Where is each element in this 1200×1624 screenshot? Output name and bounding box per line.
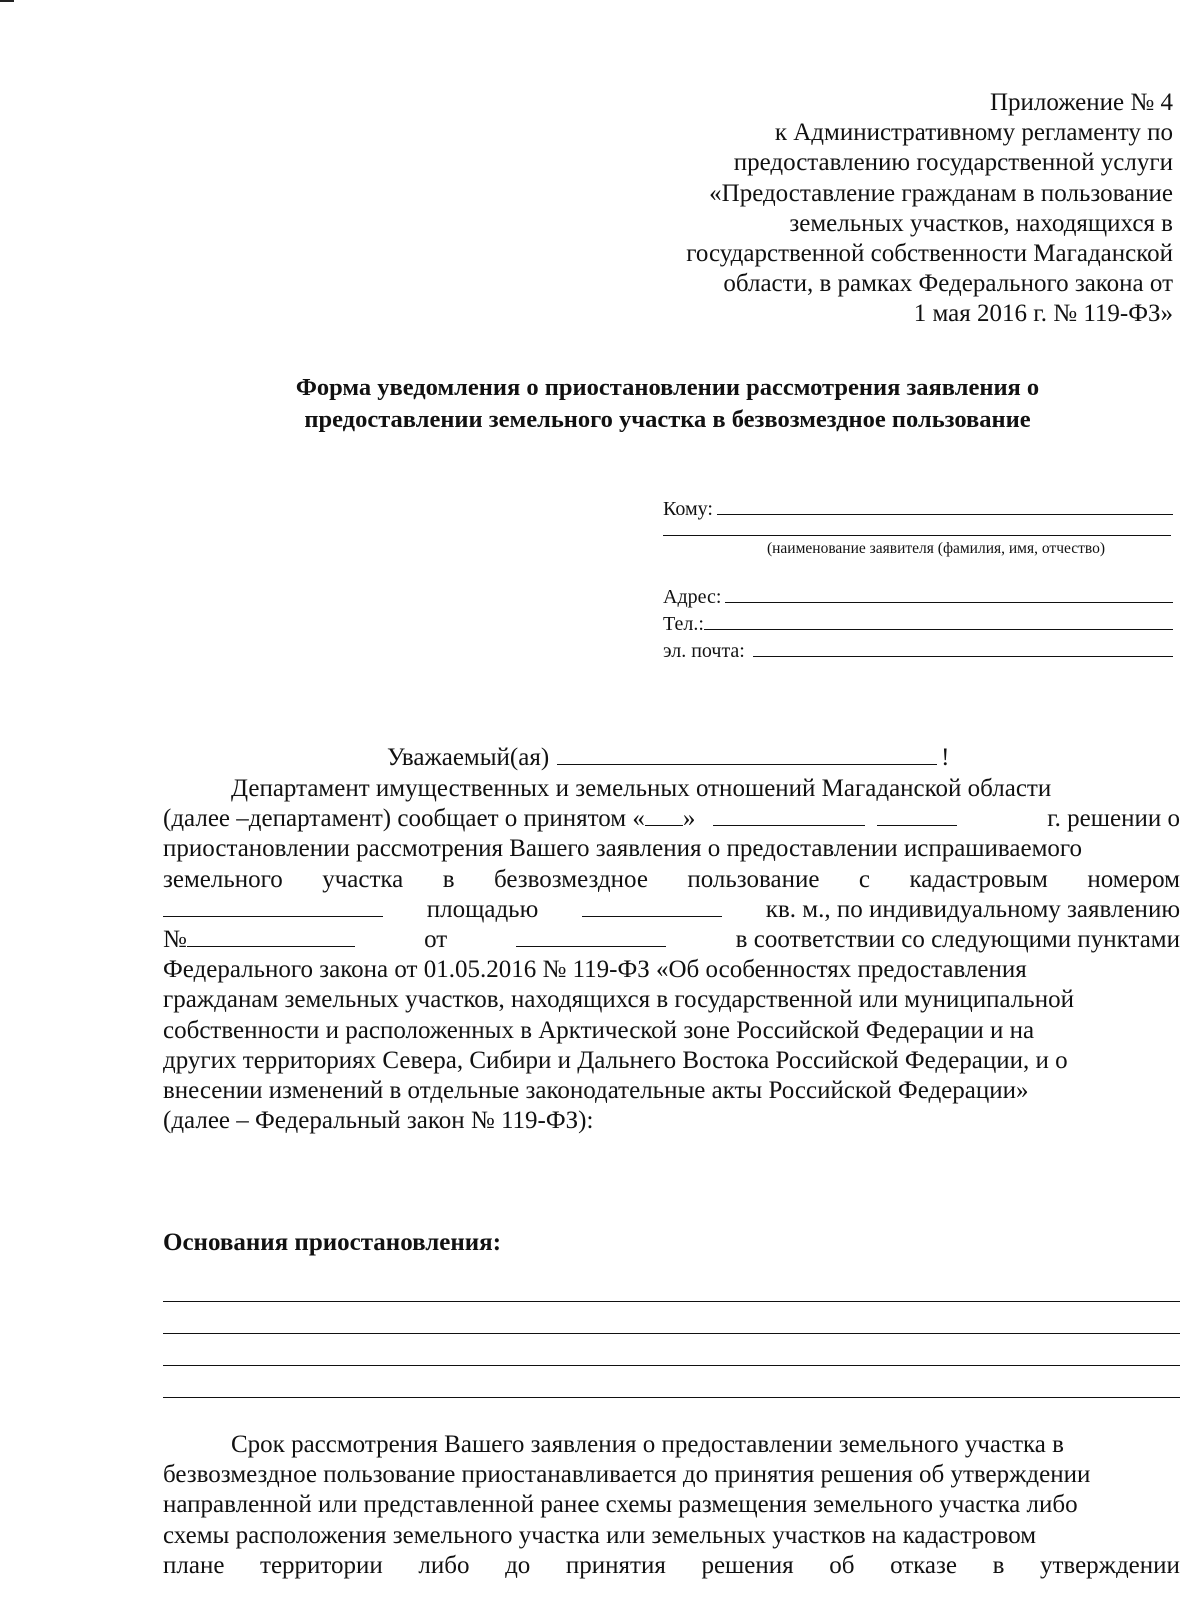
text-fragment: » [682, 805, 696, 833]
text-line-content: безвозмездное пользование приостанавливается до принятия решения об утверждении [163, 1461, 1091, 1489]
grounds-heading: Основания приостановления: [163, 1229, 502, 1256]
text-word: номером [1087, 865, 1180, 893]
text-line [163, 774, 1180, 804]
text-fragment: площадью [426, 895, 539, 923]
to-field-second-line[interactable] [663, 523, 1171, 536]
text-fragment: г. решении о [1047, 805, 1180, 833]
text-line-content: Срок рассмотрения Вашего заявления о предоставлении земельного участка в [231, 1431, 1064, 1458]
application-number-field[interactable] [187, 925, 355, 947]
text-fragment: кв. м., по индивидуальному заявлению [765, 895, 1180, 923]
text-line [163, 1460, 1180, 1490]
text-word: плане [163, 1551, 225, 1579]
to-row [663, 496, 1173, 523]
text-line [163, 925, 1180, 955]
text-fragment: № [163, 925, 187, 953]
text-line [163, 1046, 1180, 1076]
phone-row [663, 611, 1173, 638]
text-word: с [858, 865, 871, 893]
appendix-line: к Административному регламенту по [774, 119, 1173, 147]
text-line-content: внесении изменений в отдельные законодательные акты Российской Федерации» [163, 1076, 1029, 1104]
text-line-content: собственности и расположенных в Арктической зоне Российской Федерации и на [163, 1016, 1035, 1044]
text-line [163, 1551, 1180, 1581]
text-word: до [505, 1551, 531, 1579]
text-line-content: (далее – Федеральный закон № 119-ФЗ): [163, 1107, 594, 1135]
notice-paragraph [163, 774, 1180, 1136]
phone-field[interactable] [704, 612, 1173, 630]
area-field[interactable] [582, 895, 722, 917]
year-field[interactable] [877, 804, 957, 826]
text-line [163, 865, 1180, 895]
text-word: безвозмездное [493, 865, 648, 893]
email-row [663, 638, 1173, 665]
month-field[interactable] [713, 804, 865, 826]
text-word: принятия [565, 1551, 666, 1579]
text-line [163, 1106, 1180, 1136]
text-line [163, 1490, 1180, 1520]
grounds-line[interactable] [163, 1366, 1180, 1398]
title-line-1: Форма уведомления о приостановлении рассмотрения заявления о [295, 374, 1040, 401]
text-line [163, 955, 1180, 985]
greeting-end: ! [941, 744, 950, 771]
text-line-content: схемы расположения земельного участка или земельных участков на кадастровом [163, 1521, 1037, 1549]
grounds-line[interactable] [163, 1334, 1180, 1366]
appendix-line: «Предоставление гражданам в пользование [709, 179, 1173, 207]
text-word: участка [322, 865, 404, 893]
cadastral-number-field[interactable] [163, 895, 383, 917]
day-field[interactable] [645, 804, 683, 826]
to-label: Кому: [663, 498, 713, 520]
to-field[interactable] [717, 497, 1173, 515]
text-fragment: в соответствии со следующими пунктами [735, 925, 1180, 953]
text-word: территории [260, 1551, 383, 1579]
text-word: земельного [163, 865, 283, 893]
text-word: в [442, 865, 455, 893]
text-line [163, 1521, 1180, 1551]
appendix-line: 1 мая 2016 г. № 119-ФЗ» [913, 300, 1173, 328]
text-line [163, 895, 1180, 925]
scan-edge-mark [0, 0, 14, 2]
text-word: утверждении [1040, 1551, 1180, 1579]
text-line-content: Департамент имущественных и земельных отношений Магаданской области [231, 775, 1052, 802]
appendix-line: предоставлению государственной услуги [733, 149, 1173, 177]
appendix-header [613, 88, 1173, 330]
email-field[interactable] [753, 639, 1173, 657]
address-label: Адрес: [663, 586, 722, 608]
appendix-line: государственной собственности Магаданской [686, 240, 1173, 268]
text-line [163, 1016, 1180, 1046]
text-line-content: других территориях Севера, Сибири и Дальнего Востока Российской Федерации, и о [163, 1046, 1068, 1074]
text-line-content: Федерального закона от 01.05.2016 № 119-ФЗ «Об особенностях предоставления [163, 956, 1027, 984]
greeting [387, 742, 950, 774]
title-line-2: предоставлении земельного участка в безвозмездное пользование [304, 406, 1031, 433]
text-line [163, 804, 1180, 834]
text-line [163, 1430, 1180, 1460]
phone-label: Тел.: [663, 613, 704, 635]
text-word: решения [701, 1551, 794, 1579]
recipient-block [663, 496, 1173, 665]
text-fragment: (далее –департамент) сообщает о принятом « [163, 805, 645, 833]
application-date-field[interactable] [516, 925, 666, 947]
text-line [163, 1076, 1180, 1106]
grounds-line[interactable] [163, 1270, 1180, 1302]
text-fragment: от [424, 925, 448, 953]
greeting-label: Уважаемый(ая) [387, 744, 550, 771]
text-word: кадастровым [909, 865, 1048, 893]
text-word: об [829, 1551, 855, 1579]
text-line [163, 985, 1180, 1015]
address-row [663, 584, 1173, 611]
applicant-name-note: (наименование заявителя (фамилия, имя, отчество) [766, 540, 1106, 557]
text-word: отказе [890, 1551, 957, 1579]
text-line-content: направленной или представленной ранее схемы размещения земельного участка либо [163, 1491, 1078, 1519]
grounds-lines [163, 1270, 1180, 1398]
email-label: эл. почта: [663, 640, 745, 662]
document-title [160, 372, 1175, 436]
text-word: либо [418, 1551, 470, 1579]
addressee-field[interactable] [557, 742, 937, 765]
text-line-content: приостановлении рассмотрения Вашего заявления о предоставлении испрашиваемого [163, 835, 1083, 863]
text-line-content: гражданам земельных участков, находящихся в государственной или муниципальной [163, 986, 1074, 1014]
appendix-line: области, в рамках Федерального закона от [723, 270, 1173, 298]
grounds-line[interactable] [163, 1302, 1180, 1334]
text-word: пользование [687, 865, 820, 893]
term-paragraph [163, 1430, 1180, 1581]
text-line [163, 834, 1180, 864]
text-word: в [992, 1551, 1005, 1579]
appendix-line: Приложение № 4 [989, 89, 1173, 116]
appendix-line: земельных участков, находящихся в [789, 209, 1173, 237]
address-field[interactable] [725, 585, 1173, 603]
